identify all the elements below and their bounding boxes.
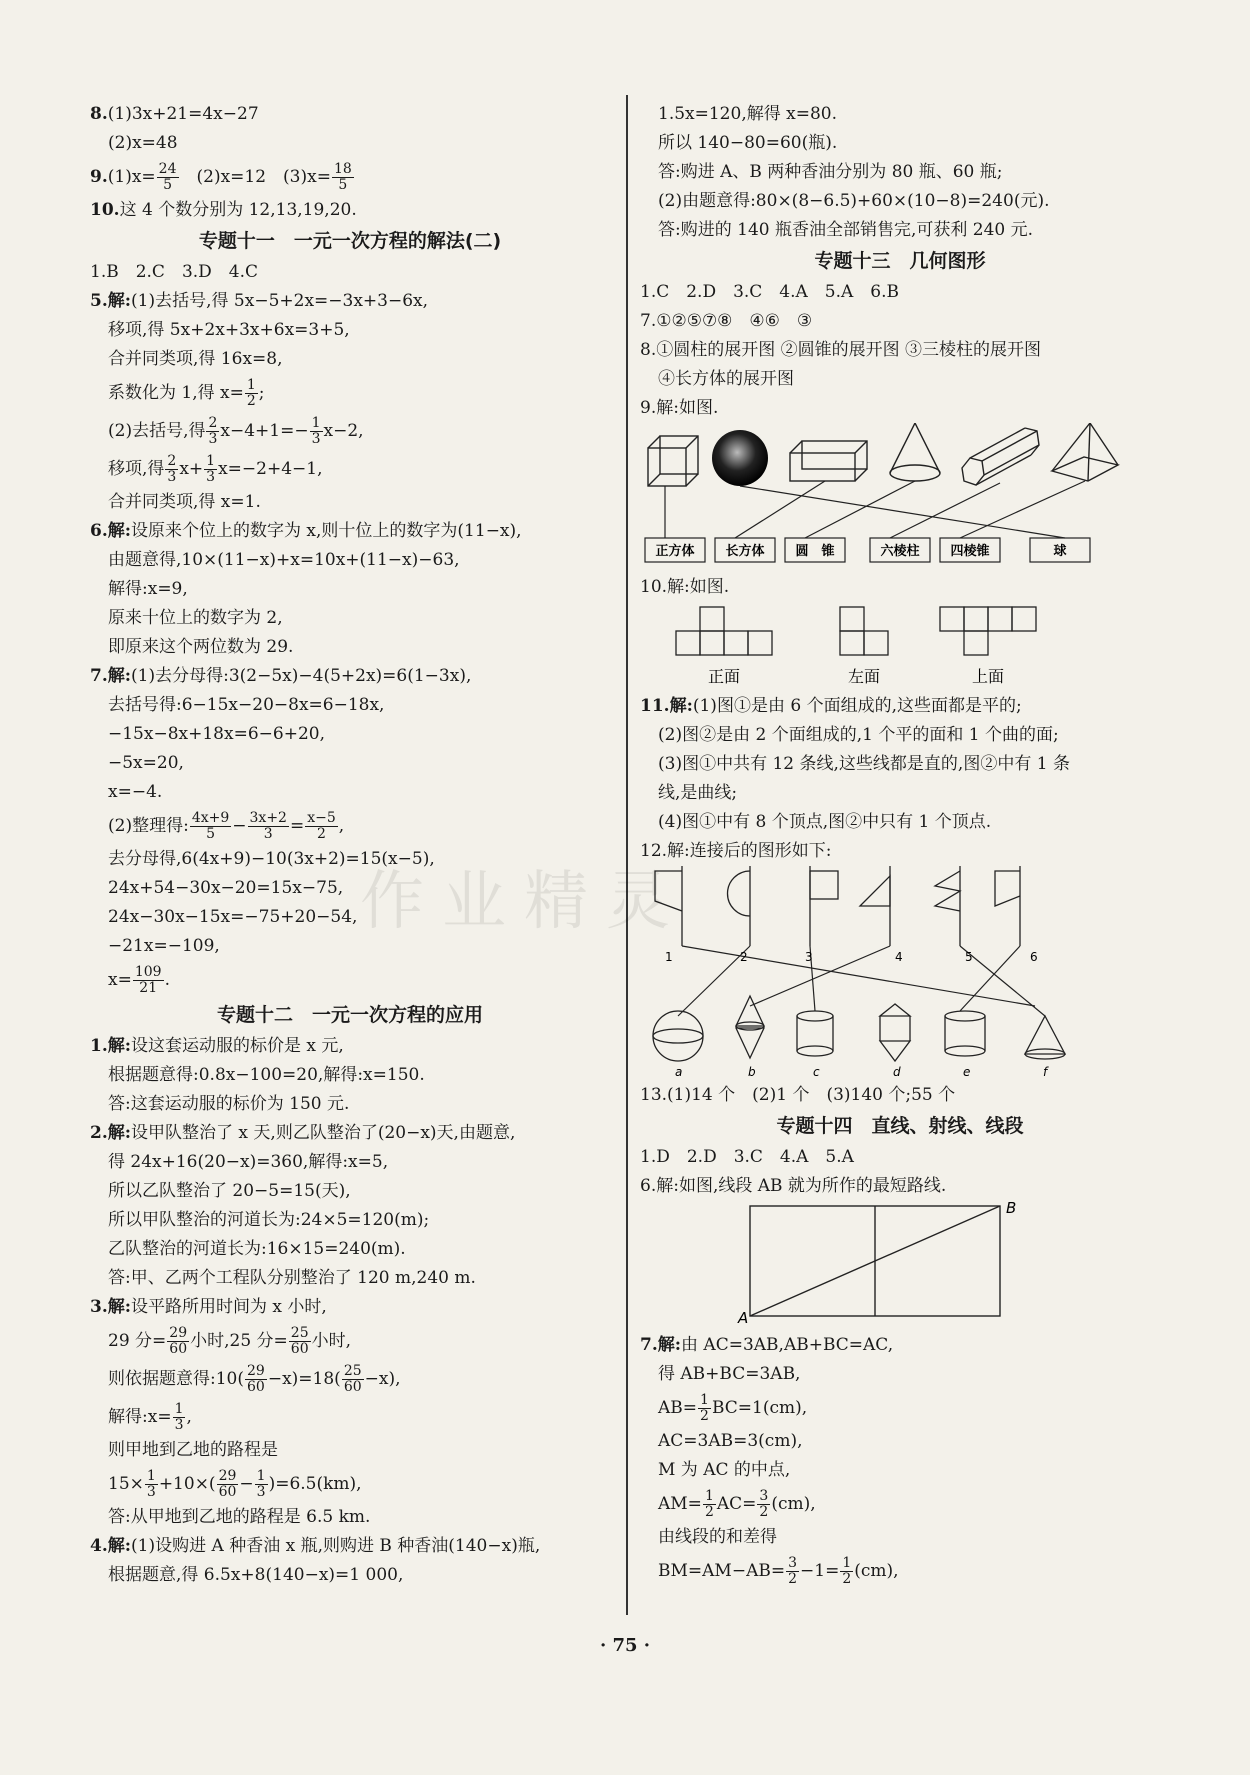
s14-q6: 6.解:如图,线段 AB 就为所作的最短路线. (640, 1176, 947, 1196)
s13-q12: 12.解:连接后的图形如下: (640, 841, 832, 861)
plane-shapes (655, 866, 1020, 946)
fraction: $\frac{24}{5}$ (158, 161, 177, 193)
hexagonal-prism-shape (962, 428, 1039, 485)
s11-q5-line6: 移项,得 $\frac{2}{3}$ x+ $\frac{1}{3}$ x=−2+4−1, (108, 453, 323, 485)
s13-q1-6: 1.C 2.D 3.C 4.A 5.A 6.B (640, 282, 900, 302)
s12-q3-line6: 15× $\frac{1}{3}$ +10×( $\frac{29}{60}$ − $\frac{1}{3}$ )=6.5(km), (108, 1468, 362, 1500)
solid-shape-letter: e (963, 1065, 971, 1079)
s11-q5-line3: 合并同类项,得 16x=8, (108, 349, 283, 369)
s11-q5-line1: 5.解:(1)去括号,得 5x−5+2x=−3x+3−6x, (90, 291, 429, 311)
s14-q7-line2: 得 AB+BC=3AB, (658, 1364, 801, 1384)
s12-q2-line1: 2.解:设甲队整治了 x 天,则乙队整治了(20−x)天,由题意, (90, 1123, 516, 1143)
section-12-title: 专题十二 一元一次方程的应用 (216, 1004, 483, 1026)
s12-q4-line1: 4.解:(1)设购进 A 种香油 x 瓶,则购进 B 种香油(140−x)瓶, (90, 1536, 541, 1556)
solid-label: 球 (1053, 544, 1067, 559)
solid-shape-letter: d (893, 1065, 901, 1079)
point-b-label: B (1006, 1201, 1017, 1217)
s12-q4-line2: 根据题意,得 6.5x+8(140−x)=1 000, (108, 1565, 404, 1585)
s12-q2-line5: 乙队整治的河道长为:16×15=240(m). (108, 1239, 406, 1259)
point-a-label: A (738, 1309, 749, 1327)
s12-q1-line2: 根据题意得:0.8x−100=20,解得:x=150. (108, 1065, 425, 1085)
left-view (840, 607, 888, 655)
solid-label: 圆 锥 (795, 544, 835, 559)
s12-q2-line2: 得 24x+16(20−x)=360,解得:x=5, (108, 1152, 389, 1172)
s13-q11-line3: (3)图①中共有 12 条线,这些线都是直的,图②中有 1 条 (658, 754, 1070, 774)
s11-q1-4: 1.B 2.C 3.D 4.C (90, 262, 259, 282)
section-13-title: 专题十三 几何图形 (814, 250, 986, 272)
q8-line1: 8.(1)3x+21=4x−27 (90, 104, 259, 124)
s12-q1-line1: 1.解:设这套运动服的标价是 x 元, (90, 1036, 344, 1056)
solid-shape-letters (675, 1065, 1049, 1079)
right-column (640, 100, 1160, 1590)
s14-q1-5: 1.D 2.D 3.C 4.A 5.A (640, 1147, 854, 1167)
plane-shape-number: 3 (805, 950, 813, 964)
s11-q7-line6: (2)整理得: $\frac{4x+9}{5}$ − $\frac{3x+2}{3}$ = $\frac{x-5}{2}$ , (108, 810, 345, 842)
plane-shape-number: 6 (1030, 950, 1038, 964)
s11-q7-line9: 24x−30x−15x=−75+20−54, (108, 907, 358, 927)
solid-shape-letter: c (813, 1065, 820, 1079)
s12-q2-line3: 所以乙队整治了 20−5=15(天), (108, 1181, 351, 1201)
solid-shapes (653, 996, 1065, 1061)
three-views-figure (640, 602, 1160, 692)
left-view-label: 左面 (847, 667, 881, 686)
s12-q2-line4: 所以甲队整治的河道长为:24×5=120(m); (108, 1210, 430, 1230)
s11-q6-line2: 由题意得,10×(11−x)+x=10x+(11−x)−63, (108, 550, 460, 570)
fraction: $\frac{18}{5}$ (333, 161, 352, 193)
s12-q3-line7: 答:从甲地到乙地的路程是 6.5 km. (108, 1507, 371, 1527)
s11-q7-line1: 7.解:(1)去分母得:3(2−5x)−4(5+2x)=6(1−3x), (90, 666, 472, 686)
s14-q7-line3: AB= $\frac{1}{2}$ BC=1(cm), (658, 1392, 808, 1424)
s13-q13: 13.(1)14 个 (2)1 个 (3)140 个;55 个 (640, 1085, 956, 1105)
q8-line2: (2)x=48 (108, 133, 178, 153)
s13-q8-line1: 8.①圆柱的展开图 ②圆锥的展开图 ③三棱柱的展开图 (640, 340, 1042, 360)
q4-cont-line5: 答:购进的 140 瓶香油全部销售完,可获利 240 元. (658, 220, 1034, 240)
s11-q7-line11: x= $\frac{109}{21}$ . (108, 964, 170, 996)
matching-lines (678, 946, 1045, 1016)
front-view (676, 607, 772, 655)
s14-q7-line7: 由线段的和差得 (658, 1527, 777, 1547)
s13-q7: 7.①②⑤⑦⑧ ④⑥ ③ (640, 311, 813, 331)
s14-q7-line5: M 为 AC 的中点, (658, 1460, 791, 1480)
watermark: 作业精灵 (360, 865, 688, 939)
page-number: · 75 · (599, 1635, 651, 1656)
s12-q3-line4: 解得:x= $\frac{1}{3}$ , (108, 1401, 192, 1433)
s12-q3-line5: 则甲地到乙地的路程是 (108, 1440, 278, 1460)
matching-lines (665, 481, 1085, 538)
q10: 10.这 4 个数分别为 12,13,19,20. (90, 200, 357, 220)
plane-shape-number: 4 (895, 950, 903, 964)
s11-q6-line5: 即原来这个两位数为 29. (108, 637, 294, 657)
q9: 9.(1)x= $\frac{24}{5}$ (2)x=12 (3)x= $\frac{18}{5}$ (90, 161, 352, 193)
rotation-matching-figure (640, 866, 1160, 1081)
s11-q6-line4: 原来十位上的数字为 2, (108, 608, 283, 628)
cone-shape (890, 423, 940, 481)
s13-q9: 9.解:如图. (640, 398, 719, 418)
s12-q3-line1: 3.解:设平路所用时间为 x 小时, (90, 1297, 327, 1317)
s11-q6-line3: 解得:x=9, (108, 579, 188, 599)
square-pyramid-shape (1052, 423, 1118, 481)
solid-name-labels (645, 538, 1090, 562)
s11-q7-line7: 去分母得,6(4x+9)−10(3x+2)=15(x−5), (108, 849, 435, 869)
plane-shape-number: 1 (665, 950, 673, 964)
s11-q7-line5: x=−4. (108, 782, 163, 802)
plane-shape-number: 5 (965, 950, 973, 964)
top-view (940, 607, 1036, 655)
s12-q2-line6: 答:甲、乙两个工程队分别整治了 120 m,240 m. (108, 1268, 476, 1288)
solid-shape-letter: b (748, 1065, 756, 1079)
s13-q11-line2: (2)图②是由 2 个面组成的,1 个平的面和 1 个曲的面; (658, 725, 1059, 745)
s11-q7-line10: −21x=−109, (108, 936, 220, 956)
s11-q5-line5: (2)去括号,得 $\frac{2}{3}$ x−4+1=− $\frac{1}{3}$ x−2, (108, 415, 364, 447)
left-column (90, 100, 610, 1590)
s14-q7-line8: BM=AM−AB= $\frac{3}{2}$ −1= $\frac{1}{2}$ (cm), (658, 1555, 899, 1587)
solid-label: 长方体 (725, 544, 765, 559)
s13-q11-line5: (4)图①中有 8 个顶点,图②中只有 1 个顶点. (658, 812, 992, 832)
shortest-path-figure (640, 1201, 1160, 1331)
q4-cont-line2: 所以 140−80=60(瓶). (658, 133, 838, 153)
q4-cont-line1: 1.5x=120,解得 x=80. (658, 104, 837, 124)
solid-label: 正方体 (655, 544, 695, 559)
s11-q7-line2: 去括号得:6−15x−20−8x=6−18x, (108, 695, 385, 715)
sphere-shape (712, 430, 768, 486)
s11-q7-line3: −15x−8x+18x=6−6+20, (108, 724, 325, 744)
section-11-title: 专题十一 一元一次方程的解法(二) (198, 230, 502, 252)
front-view-label: 正面 (707, 667, 741, 686)
s12-q3-line2: 29 分= $\frac{29}{60}$ 小时,25 分= $\frac{25}{60}$ 小时, (108, 1325, 352, 1357)
solid-label: 六棱柱 (880, 544, 920, 559)
s11-q7-line8: 24x+54−30x−20=15x−75, (108, 878, 344, 898)
s13-q10: 10.解:如图. (640, 577, 730, 597)
solid-label: 四棱锥 (950, 544, 990, 559)
s14-q7-line4: AC=3AB=3(cm), (658, 1431, 803, 1451)
s11-q5-line4: 系数化为 1,得 x= $\frac{1}{2}$ ; (108, 377, 265, 409)
top-view-label: 上面 (971, 667, 1005, 686)
s11-q5-line7: 合并同类项,得 x=1. (108, 492, 261, 512)
s14-q7-line6: AM= $\frac{1}{2}$ AC= $\frac{3}{2}$ (cm), (658, 1488, 816, 1520)
q4-cont-line3: 答:购进 A、B 两种香油分别为 80 瓶、60 瓶; (658, 162, 1003, 182)
s11-q6-line1: 6.解:设原来个位上的数字为 x,则十位上的数字为(11−x), (90, 521, 522, 541)
s11-q5-line2: 移项,得 5x+2x+3x+6x=3+5, (108, 320, 350, 340)
s13-q8-line2: ④长方体的展开图 (658, 369, 794, 389)
plane-shape-number: 2 (740, 950, 748, 964)
s12-q1-line3: 答:这套运动服的标价为 150 元. (108, 1094, 350, 1114)
q4-cont-line4: (2)由题意得:80×(8−6.5)+60×(10−8)=240(元). (658, 191, 1050, 211)
s13-q11-line1: 11.解:(1)图①是由 6 个面组成的,这些面都是平的; (640, 696, 1022, 716)
cuboid-shape (790, 441, 867, 481)
s13-q11-line4: 线,是曲线; (658, 783, 738, 803)
section-14-title: 专题十四 直线、射线、线段 (776, 1115, 1024, 1137)
solid-shape-letter: a (675, 1065, 683, 1079)
s12-q3-line3: 则依据题意得:10( $\frac{29}{60}$ −x)=18( $\frac{25}{60}$ −x), (108, 1363, 401, 1395)
s14-q7-line1: 7.解:由 AC=3AB,AB+BC=AC, (640, 1335, 894, 1355)
s11-q7-line4: −5x=20, (108, 753, 184, 773)
cube-shape (648, 436, 698, 486)
solids-matching-figure (640, 423, 1160, 573)
solid-shape-letter: f (1043, 1065, 1048, 1079)
